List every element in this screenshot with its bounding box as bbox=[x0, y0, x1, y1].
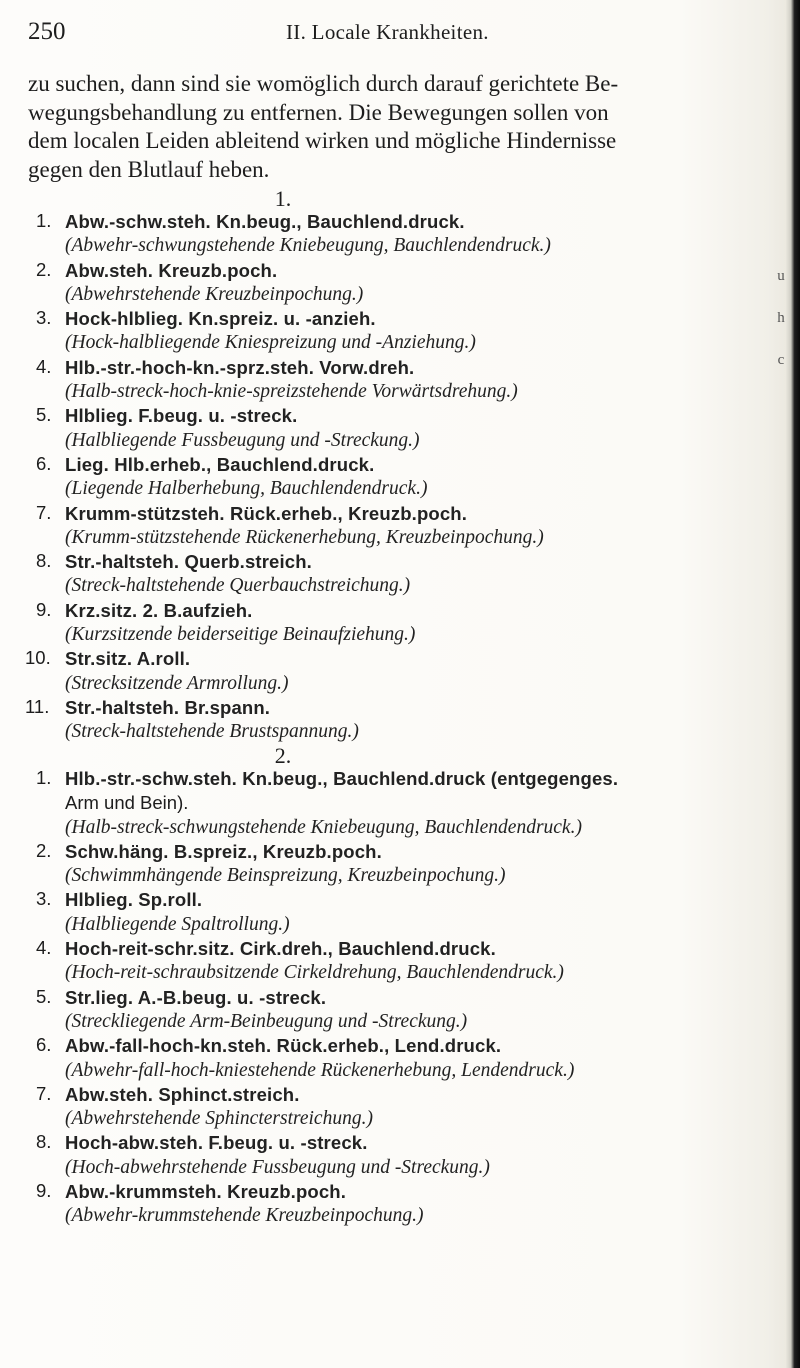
item-number: 4. bbox=[36, 355, 52, 377]
list-item bbox=[36, 937, 796, 986]
list-item bbox=[36, 259, 796, 308]
intro-line: gegen den Blutlauf heben. bbox=[28, 156, 270, 182]
item-abbreviation: Hlblieg. Sp.roll. bbox=[65, 889, 203, 911]
item-full-text: (Hoch-reit-schraubsitzende Cirkeldrehung, Bauchlendendruck.) bbox=[65, 962, 564, 984]
page-header bbox=[28, 18, 760, 48]
item-number: 5. bbox=[36, 404, 52, 426]
list-item bbox=[36, 356, 796, 405]
item-abbreviation: Abw.-schw.steh. Kn.beug., Bauchlend.druck. bbox=[65, 211, 465, 232]
item-abbreviation: Str.sitz. A.roll. bbox=[65, 648, 191, 670]
intro-line: wegungsbehandlung zu entfernen. Die Bewegungen sollen von bbox=[28, 99, 609, 125]
item-number: 7. bbox=[36, 501, 52, 523]
item-abbreviation: Abw.steh. Kreuzb.poch. bbox=[65, 259, 278, 281]
item-full-text: (Abwehrstehende Kreuzbeinpochung.) bbox=[65, 283, 364, 305]
item-number: 7. bbox=[36, 1082, 52, 1104]
list-item bbox=[25, 696, 796, 745]
list-item bbox=[36, 210, 796, 259]
intro-paragraph bbox=[28, 70, 768, 184]
item-abbreviation: Krz.sitz. 2. B.aufzieh. bbox=[65, 599, 253, 621]
item-full-text: (Strecksitzende Armrollung.) bbox=[65, 672, 289, 694]
margin-fragment: c bbox=[777, 352, 785, 368]
item-abbreviation: Krumm-stützsteh. Rück.erheb., Kreuzb.poch. bbox=[65, 502, 468, 524]
item-full-text: (Streck-haltstehende Querbauchstreichung.) bbox=[65, 575, 411, 597]
item-abbreviation: Hoch-abw.steh. F.beug. u. -streck. bbox=[65, 1132, 368, 1154]
item-full-text: (Hoch-abwehrstehende Fussbeugung und -Streckung.) bbox=[65, 1156, 490, 1178]
item-number: 10. bbox=[25, 647, 51, 669]
item-number: 1. bbox=[36, 767, 52, 788]
list-item bbox=[36, 986, 796, 1035]
margin-fragments bbox=[776, 255, 786, 381]
item-number: 11. bbox=[25, 695, 50, 717]
exercise-list-1 bbox=[25, 210, 796, 745]
list-item bbox=[25, 647, 796, 696]
item-number: 2. bbox=[36, 258, 52, 280]
section-2-heading: 2. bbox=[274, 743, 292, 768]
item-full-text: (Halbliegende Fussbeugung und -Streckung.) bbox=[65, 429, 420, 451]
item-number: 4. bbox=[36, 937, 52, 959]
item-number: 6. bbox=[36, 452, 52, 474]
item-abbreviation: Hoch-reit-schr.sitz. Cirk.dreh., Bauchlend.druck. bbox=[65, 938, 496, 960]
list-item bbox=[36, 1180, 796, 1229]
item-full-text: (Hock-halbliegende Kniespreizung und -Anziehung.) bbox=[65, 332, 476, 354]
list-item bbox=[36, 550, 796, 599]
item-full-text: (Halb-streck-schwungstehende Kniebeugung, Bauchlendendruck.) bbox=[65, 816, 582, 838]
item-abbreviation: Str.lieg. A.-B.beug. u. -streck. bbox=[65, 986, 327, 1008]
item-full-text: (Halb-streck-hoch-knie-spreizstehende Vorwärtsdrehung.) bbox=[65, 381, 518, 403]
item-number: 8. bbox=[36, 550, 52, 572]
exercise-list-2 bbox=[36, 767, 796, 1229]
list-item bbox=[36, 1131, 796, 1180]
list-item bbox=[36, 767, 796, 840]
item-full-text: (Krumm-stützstehende Rückenerhebung, Kreuzbeinpochung.) bbox=[65, 526, 544, 548]
intro-line: dem localen Leiden ableitend wirken und mögliche Hindernisse bbox=[28, 128, 617, 153]
item-number: 3. bbox=[36, 307, 52, 329]
item-abbreviation: Abw.steh. Sphinct.streich. bbox=[65, 1083, 300, 1105]
item-full-text: (Kurzsitzende beiderseitige Beinaufziehung.) bbox=[65, 624, 416, 646]
item-full-text: (Liegende Halberhebung, Bauchlendendruck.) bbox=[65, 478, 428, 500]
item-abbreviation: Abw.-fall-hoch-kn.steh. Rück.erheb., Lend.druck. bbox=[65, 1035, 502, 1057]
list-item bbox=[36, 840, 796, 889]
item-abbreviation: Hock-hlblieg. Kn.spreiz. u. -anzieh. bbox=[65, 308, 376, 330]
page-edge-shadow bbox=[786, 0, 800, 1368]
item-full-text: (Halbliegende Spaltrollung.) bbox=[65, 913, 290, 935]
item-abbreviation: Hlb.-str.-schw.steh. Kn.beug., Bauchlend.druck (entgegenges. bbox=[65, 768, 619, 789]
item-number: 6. bbox=[36, 1034, 52, 1056]
list-item bbox=[36, 453, 796, 502]
item-number: 1. bbox=[36, 210, 52, 231]
page-number: 250 bbox=[28, 18, 66, 45]
list-item bbox=[36, 599, 796, 648]
item-number: 9. bbox=[36, 598, 52, 620]
list-item bbox=[36, 404, 796, 453]
margin-fragment: h bbox=[777, 310, 785, 326]
section-1-heading: 1. bbox=[274, 186, 292, 211]
item-full-text: (Streck-haltstehende Brustspannung.) bbox=[65, 721, 359, 743]
item-full-text: (Abwehr-krummstehende Kreuzbeinpochung.) bbox=[65, 1205, 424, 1227]
item-full-text: (Schwimmhängende Beinspreizung, Kreuzbeinpochung.) bbox=[65, 865, 506, 887]
list-item bbox=[36, 307, 796, 356]
item-abbreviation: Str.-haltsteh. Br.spann. bbox=[65, 696, 271, 718]
item-abbreviation: Str.-haltsteh. Querb.streich. bbox=[65, 551, 312, 573]
item-abbreviation: Abw.-krummsteh. Kreuzb.poch. bbox=[65, 1181, 347, 1203]
running-head: II. Locale Krankheiten. bbox=[286, 20, 489, 44]
item-number: 9. bbox=[36, 1180, 52, 1202]
item-full-text: (Abwehr-schwungstehende Kniebeugung, Bauchlendendruck.) bbox=[65, 235, 551, 257]
intro-line: zu suchen, dann sind sie womöglich durch darauf gerichtete Be- bbox=[28, 71, 619, 96]
item-abbreviation: Hlb.-str.-hoch-kn.-sprz.steh. Vorw.dreh. bbox=[65, 356, 415, 378]
item-number: 5. bbox=[36, 985, 52, 1007]
item-full-text: (Abwehr-fall-hoch-kniestehende Rückenerhebung, Lendendruck.) bbox=[65, 1059, 575, 1081]
item-number: 8. bbox=[36, 1131, 52, 1153]
item-continuation: Arm und Bein). bbox=[65, 792, 189, 814]
list-item bbox=[36, 1034, 796, 1083]
list-item bbox=[36, 1083, 796, 1132]
item-abbreviation: Hlblieg. F.beug. u. -streck. bbox=[65, 405, 298, 427]
item-abbreviation: Schw.häng. B.spreiz., Kreuzb.poch. bbox=[65, 840, 382, 862]
item-number: 2. bbox=[36, 839, 52, 861]
margin-fragment: u bbox=[777, 268, 785, 284]
item-abbreviation: Lieg. Hlb.erheb., Bauchlend.druck. bbox=[65, 453, 375, 475]
item-full-text: (Streckliegende Arm-Beinbeugung und -Streckung.) bbox=[65, 1010, 468, 1032]
item-full-text: (Abwehrstehende Sphincterstreichung.) bbox=[65, 1108, 373, 1130]
item-number: 3. bbox=[36, 888, 52, 910]
list-item bbox=[36, 502, 796, 551]
list-item bbox=[36, 888, 796, 937]
